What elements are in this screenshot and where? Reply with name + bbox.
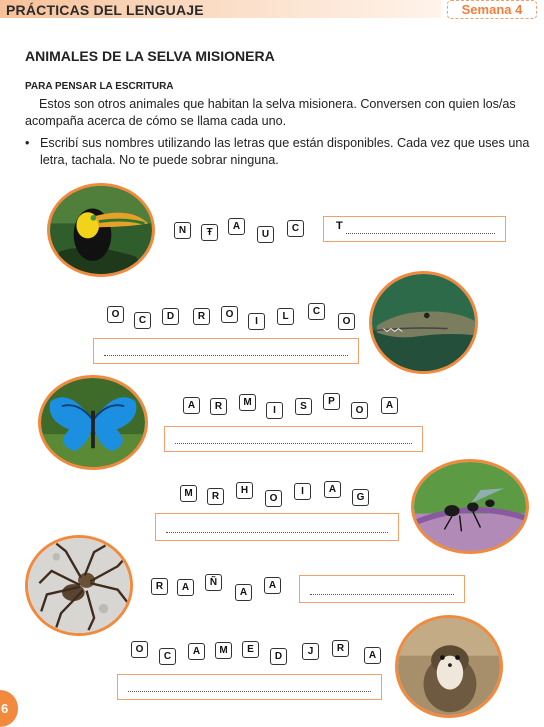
letter-tile[interactable]: Ñ xyxy=(205,574,222,591)
week-badge: Semana 4 xyxy=(447,0,537,19)
letter-tile[interactable]: E xyxy=(242,641,259,658)
letter-tile[interactable]: O xyxy=(221,306,238,323)
letter-tile[interactable]: R xyxy=(193,308,210,325)
letter-tile[interactable]: A xyxy=(324,481,341,498)
spider-photo xyxy=(25,535,133,636)
letter-tile[interactable]: J xyxy=(302,643,319,660)
letter-tile[interactable]: R xyxy=(332,640,349,657)
yacare-photo xyxy=(369,271,478,374)
wasp-photo xyxy=(411,459,529,554)
answer-line xyxy=(346,233,495,234)
letter-tile[interactable]: I xyxy=(248,313,265,330)
letter-tile[interactable]: O xyxy=(107,306,124,323)
answer-field[interactable] xyxy=(155,513,399,541)
letter-tile[interactable]: A xyxy=(188,643,205,660)
letter-tile[interactable]: O xyxy=(338,313,355,330)
letter-tile[interactable]: O xyxy=(131,641,148,658)
letter-tile[interactable]: R xyxy=(210,398,227,415)
letter-tile[interactable]: R xyxy=(207,488,224,505)
page-number: 6 xyxy=(0,690,18,727)
page-header xyxy=(0,0,544,20)
letter-tile[interactable]: G xyxy=(352,489,369,506)
toucan-photo xyxy=(47,183,155,277)
intro-text: Estos son otros animales que habitan la selva misionera. Conversen con quien los/as acompaña acerca de cómo se llama cada uno. xyxy=(25,97,516,128)
answer-field[interactable] xyxy=(164,426,423,452)
letter-tile[interactable]: I xyxy=(294,483,311,500)
answer-line xyxy=(166,532,388,533)
letter-tile[interactable]: D xyxy=(270,648,287,665)
page-title: ANIMALES DE LA SELVA MISIONERA xyxy=(25,48,275,64)
letter-tile[interactable]: C xyxy=(308,303,325,320)
letter-tile[interactable]: U xyxy=(257,226,274,243)
letter-tile[interactable]: A xyxy=(364,647,381,664)
letter-tile[interactable]: I xyxy=(266,402,283,419)
answer-line xyxy=(175,443,412,444)
letter-tile[interactable]: M xyxy=(215,642,232,659)
butterfly-photo xyxy=(38,375,148,470)
answer-line xyxy=(128,691,371,692)
bullet-icon: • xyxy=(25,136,30,150)
letter-tile[interactable]: C xyxy=(287,220,304,237)
letter-tile[interactable]: Ŧ xyxy=(201,224,218,241)
letter-tile[interactable]: A xyxy=(381,397,398,414)
letter-tile[interactable]: A xyxy=(235,584,252,601)
letter-tile[interactable]: P xyxy=(323,393,340,410)
answer-field[interactable] xyxy=(323,216,506,242)
intro-paragraph xyxy=(25,96,530,130)
letter-tile[interactable]: R xyxy=(151,578,168,595)
letter-tile[interactable]: M xyxy=(180,485,197,502)
letter-tile[interactable]: O xyxy=(351,402,368,419)
letter-tile[interactable]: A xyxy=(264,577,281,594)
letter-tile[interactable]: S xyxy=(295,398,312,415)
letter-tile[interactable]: A xyxy=(183,397,200,414)
letter-tile[interactable]: D xyxy=(162,308,179,325)
letter-tile[interactable]: M xyxy=(239,394,256,411)
ferret-photo xyxy=(395,615,503,718)
letter-tile[interactable]: O xyxy=(265,490,282,507)
section-subtitle: PARA PENSAR LA ESCRITURA xyxy=(25,81,174,92)
answer-field[interactable] xyxy=(299,575,465,603)
instruction-text: Escribí sus nombres utilizando las letras que están disponibles. Cada vez que uses una letra, tachala. No te puede sobrar ninguna. xyxy=(40,136,530,167)
letter-tile[interactable]: A xyxy=(177,579,194,596)
answer-prefix: T xyxy=(336,220,343,232)
answer-line xyxy=(310,594,454,595)
letter-tile[interactable]: H xyxy=(236,482,253,499)
letter-tile[interactable]: C xyxy=(134,312,151,329)
answer-field[interactable] xyxy=(93,338,359,364)
instruction-item xyxy=(25,135,530,169)
letter-tile[interactable]: C xyxy=(159,648,176,665)
letter-tile[interactable]: L xyxy=(277,308,294,325)
subject-title: PRÁCTICAS DEL LENGUAJE xyxy=(6,2,204,18)
answer-line xyxy=(104,355,348,356)
letter-tile[interactable]: A xyxy=(228,218,245,235)
letter-tile[interactable]: N xyxy=(174,222,191,239)
answer-field[interactable] xyxy=(117,674,382,700)
